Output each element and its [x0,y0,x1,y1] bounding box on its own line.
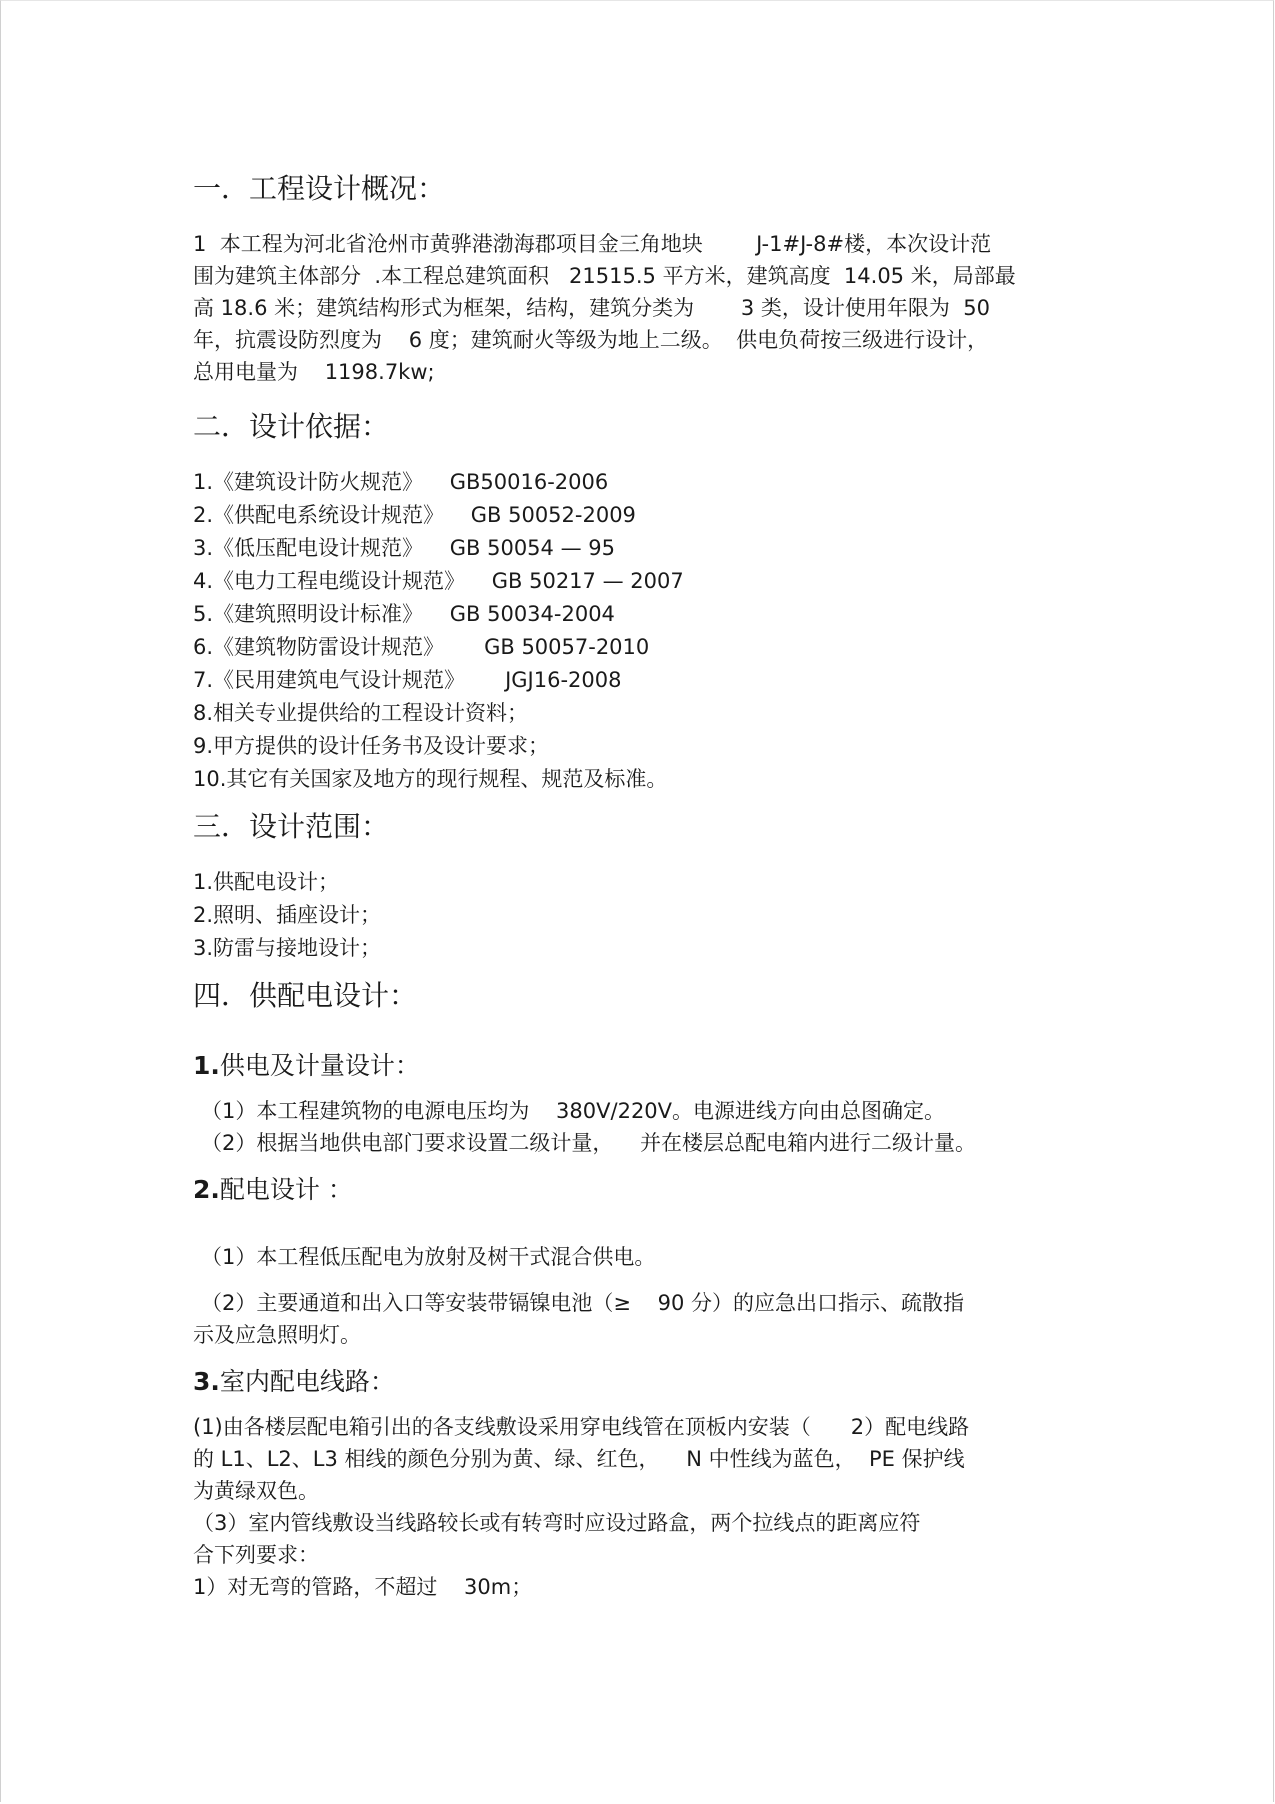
basis-item: 6.《建筑物防雷设计规范》 GB 50057-2010 [193,635,650,659]
distribution-line: （2）主要通道和出入口等安装带镉镍电池（≥ 90 分）的应急出口指示、疏散指 [201,1291,965,1315]
overview-line: 1 本工程为河北省沧州市黄骅港渤海郡项目金三角地块 J-1#J-8#楼，本次设计范 [193,232,992,256]
basis-item: 9.甲方提供的设计任务书及设计要求； [193,734,550,758]
scope-list [193,866,1083,965]
subsection-title: 供电及计量设计： [219,1051,420,1080]
wiring-line: (1)由各楼层配电箱引出的各支线敷设采用穿电线管在顶板内安装（ 2）配电线路 [193,1415,970,1439]
basis-item: 7.《民用建筑电气设计规范》 JGJ16-2008 [193,668,622,692]
supply-line: （1）本工程建筑物的电源电压均为 380V/220V。电源进线方向由总图确定。 [201,1099,946,1123]
subsection-title: 室内配电线路： [219,1367,395,1396]
document-body [193,172,1083,1603]
section-heading-scope: 三．设计范围： [193,810,390,843]
basis-list [193,466,1083,796]
distribution-line: （1）本工程低压配电为放射及树干式混合供电。 [201,1245,656,1269]
supply-paragraph [193,1095,1083,1159]
basis-item: 1.《建筑设计防火规范》 GB50016-2006 [193,470,609,494]
scope-item: 1.供配电设计； [193,870,340,894]
overview-line: 年，抗震设防烈度为 6 度；建筑耐火等级为地上二级。 供电负荷按三级进行设计， [193,328,989,352]
overview-paragraph [193,228,1083,388]
wiring-line: 为黄绿双色。 [193,1479,319,1503]
distribution-line: 示及应急照明灯。 [193,1323,361,1347]
distribution-paragraph [193,1241,1083,1351]
subsection-heading-distribution [193,1173,1083,1207]
overview-line: 总用电量为 1198.7kw; [193,360,435,384]
scope-item: 2.照明、插座设计； [193,903,382,927]
wiring-line: 合下列要求： [193,1543,319,1567]
supply-line: （2）根据当地供电部门要求设置二级计量， 并在楼层总配电箱内进行二级计量。 [201,1131,977,1155]
scope-item: 3.防雷与接地设计； [193,936,382,960]
section-heading-basis: 二．设计依据： [193,410,390,443]
basis-item: 2.《供配电系统设计规范》 GB 50052-2009 [193,503,636,527]
section-heading-overview: 一．工程设计概况： [193,172,446,205]
overview-line: 围为建筑主体部分 .本工程总建筑面积 21515.5 平方米，建筑高度 14.05 米，局部最 [193,264,1016,288]
basis-item: 4.《电力工程电缆设计规范》 GB 50217 — 2007 [193,569,684,593]
subsection-title: 配电设计 ： [219,1175,353,1204]
basis-item: 8.相关专业提供给的工程设计资料； [193,701,529,725]
basis-item: 3.《低压配电设计规范》 GB 50054 — 95 [193,536,615,560]
wiring-line: 的 L1、L2、L3 相线的颜色分别为黄、绿、红色， N 中性线为蓝色， PE 保护线 [193,1447,965,1471]
wiring-line: 1）对无弯的管路，不超过 30m； [193,1575,533,1599]
subsection-number: 2. [193,1175,220,1204]
section-heading-power: 四．供配电设计： [193,979,418,1012]
subsection-heading-supply [193,1049,1083,1083]
wiring-paragraph [193,1411,1083,1603]
basis-item: 5.《建筑照明设计标准》 GB 50034-2004 [193,602,615,626]
basis-item: 10.其它有关国家及地方的现行规程、规范及标准。 [193,767,668,791]
subsection-number: 1. [193,1051,220,1080]
subsection-heading-wiring [193,1365,1083,1399]
overview-line: 高 18.6 米；建筑结构形式为框架，结构，建筑分类为 3 类，设计使用年限为 50 [193,296,990,320]
subsection-number: 3. [193,1367,220,1396]
wiring-line: （3）室内管线敷设当线路较长或有转弯时应设过路盒，两个拉线点的距离应符 [193,1511,921,1535]
